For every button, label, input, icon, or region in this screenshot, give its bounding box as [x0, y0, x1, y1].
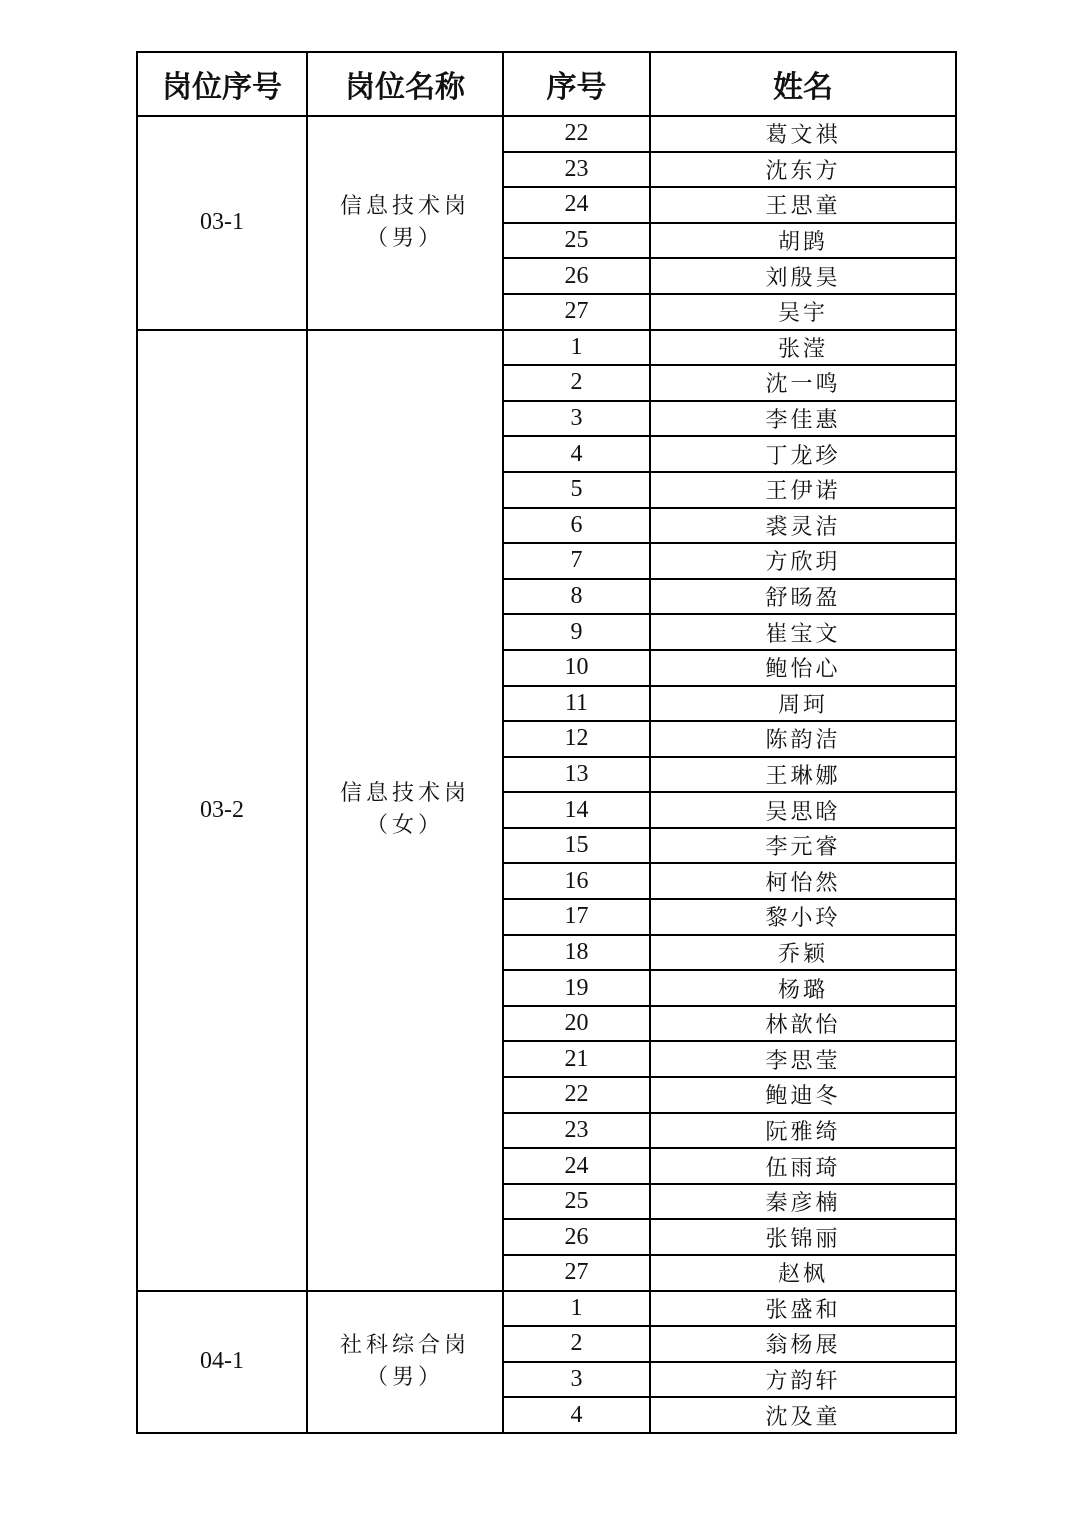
- table-row: [137, 330, 956, 366]
- seq-no-cell: 1: [503, 330, 650, 366]
- name-cell: 吴宇: [650, 294, 956, 330]
- name-cell: 葛文祺: [650, 116, 956, 152]
- seq-no-cell: 25: [503, 223, 650, 259]
- name-cell: 鲍迪冬: [650, 1077, 956, 1113]
- post-title: 信息技术岗: [339, 193, 470, 219]
- name-cell: 吴思晗: [650, 792, 956, 828]
- seq-no-cell: 2: [503, 365, 650, 401]
- seq-no-cell: 24: [503, 187, 650, 223]
- seq-no-cell: 4: [503, 1397, 650, 1433]
- name-cell: 丁龙珍: [650, 436, 956, 472]
- name-cell: 鲍怡心: [650, 650, 956, 686]
- seq-no-cell: 16: [503, 863, 650, 899]
- seq-no-cell: 18: [503, 935, 650, 971]
- name-cell: 李思莹: [650, 1041, 956, 1077]
- seq-no-cell: 2: [503, 1326, 650, 1362]
- name-cell: 阮雅绮: [650, 1113, 956, 1149]
- post-name-cell: [307, 330, 503, 1291]
- seq-no-cell: 3: [503, 401, 650, 437]
- post-gender: （女）: [365, 813, 444, 839]
- post-name-cell: [307, 116, 503, 330]
- post-code-cell: 03-2: [137, 330, 307, 1291]
- seq-no-cell: 17: [503, 899, 650, 935]
- name-cell: 张锦丽: [650, 1219, 956, 1255]
- seq-no-cell: 26: [503, 1219, 650, 1255]
- post-gender: （男）: [365, 225, 444, 251]
- seq-no-cell: 20: [503, 1006, 650, 1042]
- name-cell: 翁杨展: [650, 1326, 956, 1362]
- header-name: 姓名: [650, 52, 956, 116]
- seq-no-cell: 26: [503, 258, 650, 294]
- name-cell: 王思童: [650, 187, 956, 223]
- name-cell: 赵枫: [650, 1255, 956, 1291]
- seq-no-cell: 22: [503, 1077, 650, 1113]
- name-cell: 刘殷昊: [650, 258, 956, 294]
- name-cell: 沈及童: [650, 1397, 956, 1433]
- name-cell: 方韵轩: [650, 1362, 956, 1398]
- name-cell: 陈韵洁: [650, 721, 956, 757]
- seq-no-cell: 8: [503, 579, 650, 615]
- name-cell: 杨璐: [650, 970, 956, 1006]
- name-cell: 李元睿: [650, 828, 956, 864]
- seq-no-cell: 23: [503, 1113, 650, 1149]
- seq-no-cell: 7: [503, 543, 650, 579]
- name-cell: 张滢: [650, 330, 956, 366]
- seq-no-cell: 5: [503, 472, 650, 508]
- post-title: 社科综合岗: [339, 1332, 470, 1358]
- name-cell: 周珂: [650, 686, 956, 722]
- name-cell: 沈东方: [650, 152, 956, 188]
- seq-no-cell: 27: [503, 1255, 650, 1291]
- header-post-code: 岗位序号: [137, 52, 307, 116]
- seq-no-cell: 10: [503, 650, 650, 686]
- name-cell: 柯怡然: [650, 863, 956, 899]
- roster-body: [137, 116, 956, 1433]
- seq-no-cell: 13: [503, 757, 650, 793]
- seq-no-cell: 14: [503, 792, 650, 828]
- name-cell: 崔宝文: [650, 614, 956, 650]
- name-cell: 王琳娜: [650, 757, 956, 793]
- name-cell: 伍雨琦: [650, 1148, 956, 1184]
- seq-no-cell: 27: [503, 294, 650, 330]
- name-cell: 李佳惠: [650, 401, 956, 437]
- post-code-cell: 04-1: [137, 1291, 307, 1433]
- seq-no-cell: 23: [503, 152, 650, 188]
- name-cell: 秦彦楠: [650, 1184, 956, 1220]
- name-cell: 乔颖: [650, 935, 956, 971]
- seq-no-cell: 6: [503, 508, 650, 544]
- name-cell: 黎小玲: [650, 899, 956, 935]
- name-cell: 林歆怡: [650, 1006, 956, 1042]
- name-cell: 胡鹍: [650, 223, 956, 259]
- name-cell: 方欣玥: [650, 543, 956, 579]
- post-title: 信息技术岗: [339, 781, 470, 807]
- seq-no-cell: 21: [503, 1041, 650, 1077]
- seq-no-cell: 15: [503, 828, 650, 864]
- header-row: [137, 52, 956, 116]
- seq-no-cell: 3: [503, 1362, 650, 1398]
- table-row: [137, 116, 956, 152]
- roster-table: [136, 51, 957, 1434]
- seq-no-cell: 4: [503, 436, 650, 472]
- name-cell: 沈一鸣: [650, 365, 956, 401]
- seq-no-cell: 9: [503, 614, 650, 650]
- post-gender: （男）: [365, 1364, 444, 1390]
- seq-no-cell: 1: [503, 1291, 650, 1327]
- name-cell: 王伊诺: [650, 472, 956, 508]
- header-seq-no: 序号: [503, 52, 650, 116]
- header-post-name: 岗位名称: [307, 52, 503, 116]
- seq-no-cell: 19: [503, 970, 650, 1006]
- seq-no-cell: 25: [503, 1184, 650, 1220]
- seq-no-cell: 11: [503, 686, 650, 722]
- name-cell: 张盛和: [650, 1291, 956, 1327]
- table-row: [137, 1291, 956, 1327]
- post-name-cell: [307, 1291, 503, 1433]
- post-code-cell: 03-1: [137, 116, 307, 330]
- seq-no-cell: 12: [503, 721, 650, 757]
- name-cell: 裘灵洁: [650, 508, 956, 544]
- seq-no-cell: 22: [503, 116, 650, 152]
- name-cell: 舒旸盈: [650, 579, 956, 615]
- seq-no-cell: 24: [503, 1148, 650, 1184]
